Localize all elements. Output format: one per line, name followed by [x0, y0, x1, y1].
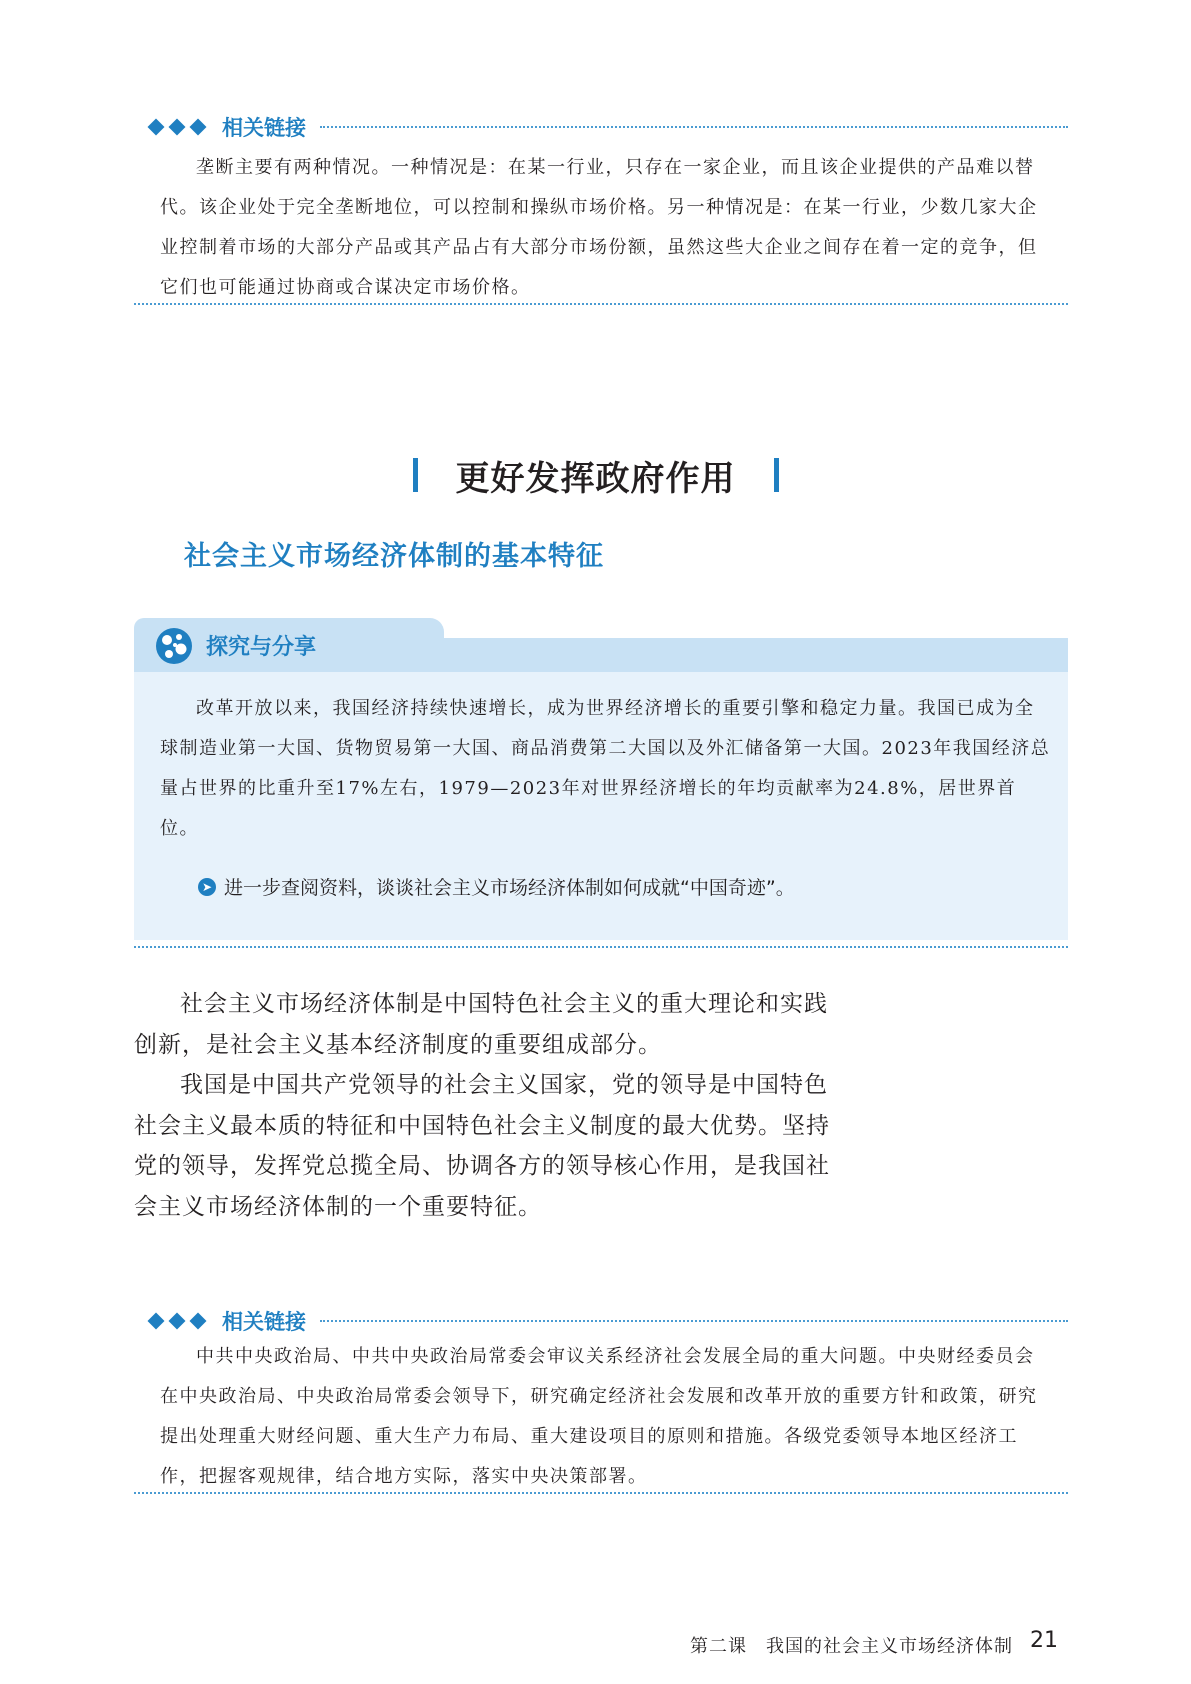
- explore-title: 探究与分享: [206, 635, 317, 660]
- body-paragraph: 社会主义市场经济体制是中国特色社会主义的重大理论和实践创新，是社会主义基本经济制度的重要组成部分。: [134, 991, 828, 1058]
- explore-prompt-text: 进一步查阅资料，谈谈社会主义市场经济体制如何成就“中国奇迹”。: [224, 877, 795, 899]
- related-link-title: 相关链接: [222, 1310, 306, 1334]
- body-paragraph: 我国是中国共产党领导的社会主义国家，党的领导是中国特色社会主义最本质的特征和中国特色社会主义制度的最大优势。坚持党的领导，发挥党总揽全局、协调各方的领导核心作用，是我国社会主义市场经济体制的一个重要特征。: [134, 1072, 830, 1220]
- related-link-header: [148, 112, 1068, 142]
- diamond-icon: [169, 119, 186, 136]
- explore-paragraph: 改革开放以来，我国经济持续快速增长，成为世界经济增长的重要引擎和稳定力量。我国已成为全球制造业第一大国、货物贸易第一大国、商品消费第二大国以及外汇储备第一大国。2023年我国经济总量占世界的比重升至17%左右，1979—2023年对世界经济增长的年均贡献率为24.8%，居世界首位。: [160, 698, 1051, 839]
- section-subtitle: 社会主义市场经济体制的基本特征: [184, 541, 604, 572]
- title-bar-left: [413, 458, 418, 492]
- section-title-text: 更好发挥政府作用: [455, 458, 736, 499]
- related-link-text: [160, 1337, 1040, 1497]
- explore-text: [160, 689, 1052, 849]
- diamond-icon: [190, 119, 207, 136]
- dotted-divider: [134, 946, 1068, 948]
- dotted-divider: [320, 126, 1068, 128]
- body-text: [134, 984, 834, 1227]
- dotted-divider: [134, 303, 1068, 305]
- related-link-paragraph: 垄断主要有两种情况。一种情况是：在某一行业，只存在一家企业，而且该企业提供的产品难以替代。该企业处于完全垄断地位，可以控制和操纵市场价格。另一种情况是：在某一行业，少数几家大企业控制着市场的大部分产品或其产品占有大部分市场份额，虽然这些大企业之间存在着一定的竞争，但它们也可能通过协商或合谋决定市场价格。: [160, 157, 1038, 298]
- diamond-icons: [148, 1315, 206, 1327]
- diamond-icon: [148, 1313, 165, 1330]
- section-title: [0, 448, 1191, 502]
- diamond-icon: [148, 119, 165, 136]
- running-footer: 第二课 我国的社会主义市场经济体制: [690, 1636, 1013, 1657]
- diamond-icons: [148, 121, 206, 133]
- related-link-text: [160, 148, 1040, 308]
- title-bar-right: [774, 458, 779, 492]
- related-link-paragraph: 中共中央政治局、中共中央政治局常委会审议关系经济社会发展全局的重大问题。中央财经委员会在中央政治局、中央政治局常委会领导下，研究确定经济社会发展和改革开放的重要方针和政策，研究提出处理重大财经问题、重大生产力布局、重大建设项目的原则和措施。各级党委领导本地区经济工作，把握客观规律，结合地方实际，落实中央决策部署。: [160, 1346, 1038, 1487]
- related-link-header: [148, 1306, 1068, 1336]
- dotted-divider: [134, 1492, 1068, 1494]
- related-link-title: 相关链接: [222, 116, 306, 140]
- dotted-divider: [320, 1320, 1068, 1322]
- page-number: 21: [1030, 1628, 1058, 1653]
- diamond-icon: [169, 1313, 186, 1330]
- explore-prompt: [198, 873, 795, 900]
- arrow-right-circle-icon: ➤: [198, 878, 216, 896]
- diamond-icon: [190, 1313, 207, 1330]
- explore-icon: [154, 626, 194, 666]
